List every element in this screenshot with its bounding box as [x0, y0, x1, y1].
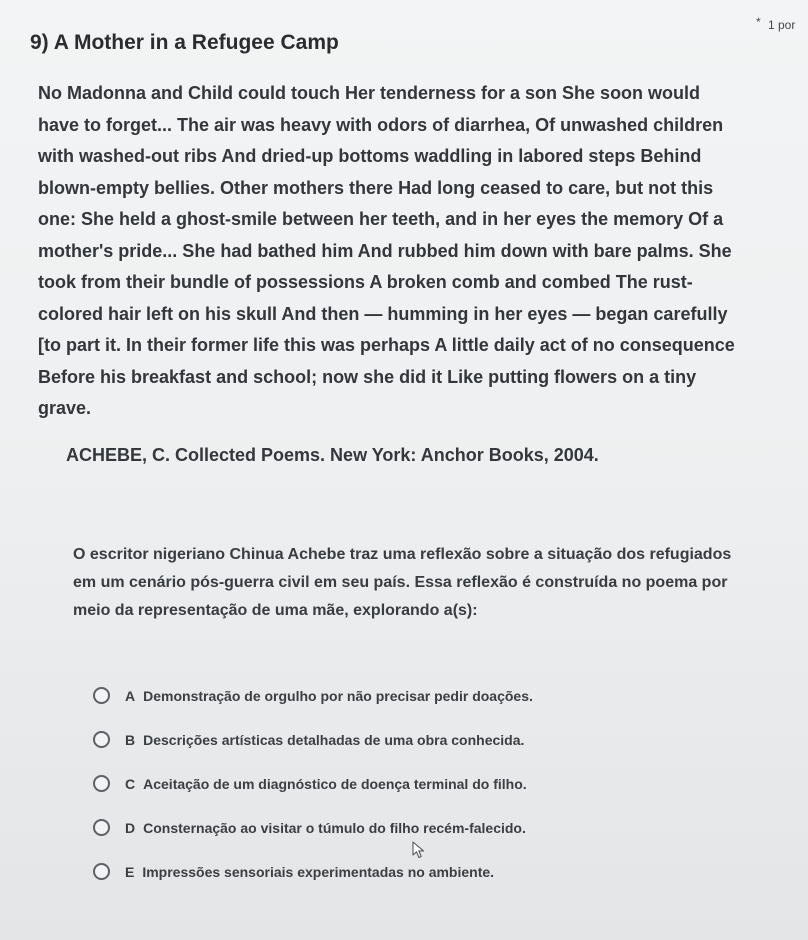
option-letter: A [125, 687, 136, 704]
points-label [756, 15, 796, 32]
option-e[interactable] [93, 860, 733, 883]
option-a[interactable] [93, 684, 733, 707]
radio-circle-icon[interactable] [93, 819, 110, 836]
points-value: 1 por [768, 18, 796, 32]
poem-text: No Madonna and Child could touch Her tenderness for a son She soon would have to forget... The air was heavy with odors of diarrhea, Of unwashed children with washed-out ribs And dried-up bottoms waddling in labored steps Behind blown-empty bellies. Other mothers there Had long ceased to care, but not this one: She held a ghost-smile between her teeth, and in her eyes the memory Of a mother's pride... She had bathed him And rubbed him down with bare palms. She took from their bundle of possessions A broken comb and combed The rust-colored hair left on his skull And then — humming in her eyes — began carefully [to part it. In their former life this was perhaps A little daily act of no consequence Before his breakfast and school; now she did it Like putting flowers on a tiny grave. [38, 83, 735, 418]
radio-circle-icon[interactable] [93, 687, 110, 704]
radio-circle-icon[interactable] [93, 731, 110, 748]
question-title: 9) A Mother in a Refugee Camp [30, 31, 339, 54]
option-b[interactable] [93, 728, 733, 751]
radio-circle-icon[interactable] [93, 863, 110, 880]
question-prompt: O escritor nigeriano Chinua Achebe traz uma reflexão sobre a situação dos refugiados em um cenário pós-guerra civil em seu país. Essa reflexão é construída no poema por meio da representação de uma mãe, explorando a(s): [73, 546, 732, 619]
option-letter: E [125, 863, 135, 880]
citation: ACHEBE, C. Collected Poems. New York: Anchor Books, 2004. [66, 445, 599, 465]
mouse-pointer-icon [412, 841, 426, 859]
option-label: Aceitação de um diagnóstico de doença terminal do filho. [143, 775, 527, 792]
option-label: Descrições artísticas detalhadas de uma obra conhecida. [143, 731, 525, 748]
option-d[interactable] [93, 816, 733, 839]
option-label: Consternação ao visitar o túmulo do filho recém-falecido. [143, 819, 526, 836]
option-label: Demonstração de orgulho por não precisar pedir doações. [143, 687, 533, 704]
option-letter: D [125, 819, 136, 836]
option-letter: C [125, 775, 136, 792]
option-c[interactable] [93, 772, 733, 795]
radio-circle-icon[interactable] [93, 775, 110, 792]
answer-options [93, 684, 733, 904]
option-label: Impressões sensoriais experimentadas no ambiente. [142, 863, 495, 880]
option-letter: B [125, 731, 136, 748]
required-marker: * [756, 15, 761, 29]
